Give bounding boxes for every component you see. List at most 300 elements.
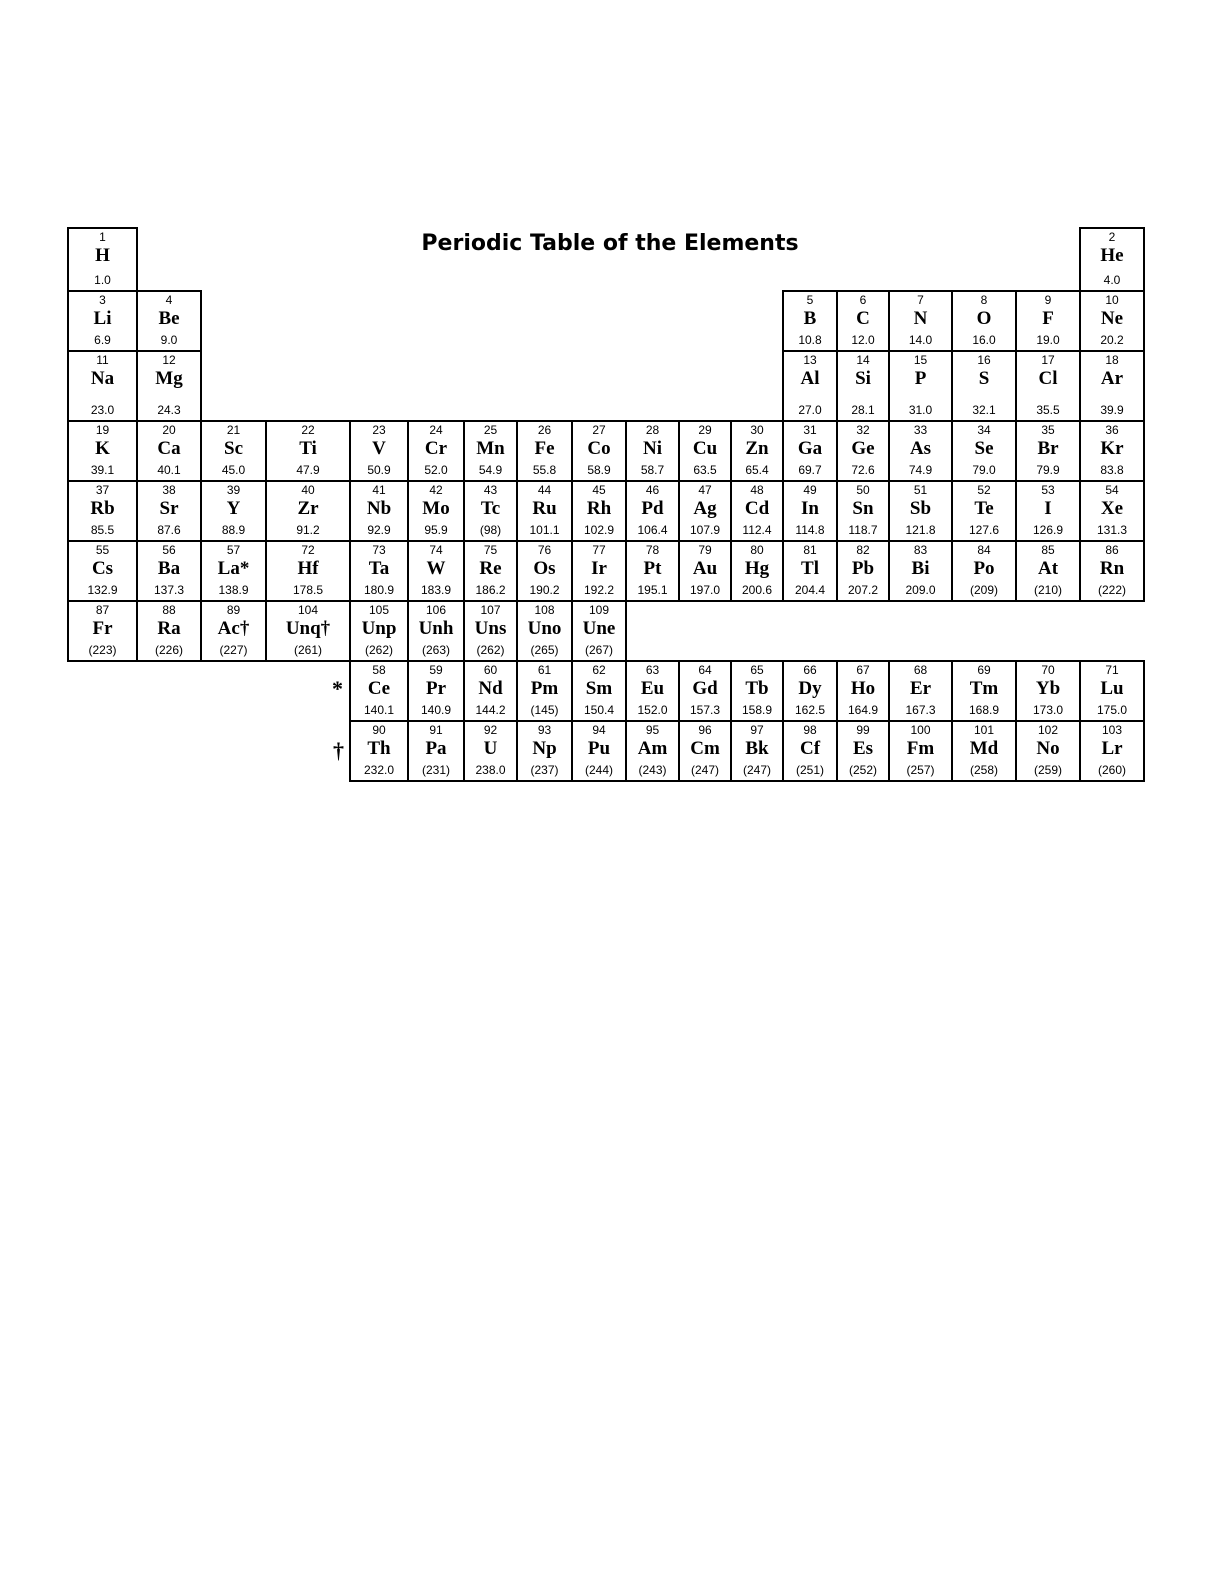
element-symbol: Cs (91, 558, 114, 579)
element-cell (1079, 227, 1145, 292)
atomic-mass: 39.1 (90, 463, 115, 477)
element-cell (782, 720, 838, 782)
element-symbol: Al (800, 368, 820, 389)
atomic-number: 6 (859, 293, 867, 307)
atomic-mass: 126.9 (1032, 523, 1064, 537)
atomic-mass: (258) (969, 763, 998, 777)
atomic-number: 107 (480, 603, 501, 617)
element-symbol: Ce (367, 678, 391, 699)
atomic-mass: 162.5 (794, 703, 826, 717)
atomic-number: 15 (913, 353, 928, 367)
atomic-number: 41 (372, 483, 386, 497)
atomic-mass: (265) (530, 643, 559, 657)
atomic-number: 87 (95, 603, 110, 617)
atomic-number: 43 (483, 483, 498, 497)
atomic-number: 4 (165, 293, 173, 307)
atomic-number: 10 (1105, 293, 1119, 307)
element-symbol: K (95, 438, 110, 459)
element-symbol: Sr (159, 498, 179, 519)
atomic-mass: 164.9 (847, 703, 879, 717)
element-cell (463, 600, 518, 662)
element-cell (782, 480, 838, 542)
element-symbol: Be (158, 308, 180, 329)
element-symbol: Mg (155, 368, 183, 389)
atomic-number: 90 (372, 723, 386, 737)
element-symbol: Zr (297, 498, 319, 519)
element-cell (67, 540, 138, 602)
atomic-number: 68 (913, 663, 928, 677)
element-symbol: Cu (692, 438, 718, 459)
atomic-mass: 32.1 (972, 403, 996, 417)
atomic-number: 40 (301, 483, 315, 497)
atomic-number: 73 (372, 543, 386, 557)
atomic-number: 47 (698, 483, 712, 497)
atomic-number: 20 (162, 423, 176, 437)
atomic-mass: 1.0 (94, 273, 111, 287)
atomic-number: 97 (750, 723, 764, 737)
atomic-number: 94 (592, 723, 606, 737)
element-symbol: Yb (1035, 678, 1061, 699)
element-symbol: W (426, 558, 446, 579)
element-cell (571, 720, 627, 782)
atomic-number: 16 (977, 353, 991, 367)
element-cell (349, 660, 409, 722)
element-cell (516, 480, 573, 542)
element-cell (136, 540, 202, 602)
atomic-number: 64 (698, 663, 712, 677)
element-symbol: Dy (798, 678, 822, 699)
element-symbol: Hg (744, 558, 770, 579)
element-symbol: Sn (852, 498, 874, 519)
element-symbol: Pd (641, 498, 664, 519)
atomic-number: 11 (96, 353, 109, 367)
element-symbol: Np (532, 738, 557, 759)
element-cell (730, 540, 784, 602)
element-symbol: Se (974, 438, 994, 459)
element-cell (1079, 540, 1145, 602)
atomic-mass: 4.0 (1103, 273, 1121, 287)
element-cell (407, 600, 465, 662)
atomic-mass: (98) (479, 523, 502, 537)
element-cell (136, 420, 202, 482)
atomic-mass: 69.7 (798, 463, 822, 477)
atomic-number: 42 (429, 483, 443, 497)
element-cell (888, 480, 953, 542)
atomic-number: 22 (301, 423, 315, 437)
element-cell (730, 420, 784, 482)
atomic-mass: 144.2 (475, 703, 506, 717)
atomic-number: 23 (372, 423, 386, 437)
atomic-mass: 192.2 (583, 583, 615, 597)
element-symbol: Te (974, 498, 994, 519)
element-symbol: Eu (640, 678, 665, 699)
atomic-number: 2 (1108, 230, 1116, 244)
atomic-number: 84 (977, 543, 991, 557)
element-cell (836, 540, 890, 602)
atomic-number: 32 (856, 423, 870, 437)
element-symbol: No (1036, 738, 1060, 759)
atomic-mass: 186.2 (475, 583, 506, 597)
element-symbol: Ni (643, 438, 662, 459)
element-cell (1079, 720, 1145, 782)
element-symbol: Ra (157, 618, 181, 639)
atomic-mass: (244) (584, 763, 613, 777)
element-cell (836, 420, 890, 482)
atomic-number: 71 (1105, 663, 1119, 677)
element-cell (678, 660, 732, 722)
element-cell (67, 420, 138, 482)
element-symbol: Nd (478, 678, 503, 699)
atomic-number: 27 (592, 423, 606, 437)
element-cell (571, 480, 627, 542)
atomic-mass: (227) (219, 643, 248, 657)
element-symbol: V (372, 438, 386, 459)
atomic-mass: 102.9 (583, 523, 615, 537)
element-cell (625, 660, 680, 722)
atomic-number: 95 (645, 723, 660, 737)
element-cell (730, 720, 784, 782)
atomic-number: 17 (1041, 353, 1055, 367)
atomic-mass: 39.9 (1100, 403, 1124, 417)
atomic-mass: 200.6 (741, 583, 773, 597)
element-symbol: Lu (1100, 678, 1124, 699)
atomic-number: 53 (1041, 483, 1055, 497)
atomic-number: 81 (803, 543, 817, 557)
element-symbol: Lr (1101, 738, 1123, 759)
atomic-mass: 158.9 (741, 703, 773, 717)
atomic-number: 88 (162, 603, 176, 617)
atomic-mass: 140.1 (363, 703, 395, 717)
element-symbol: Pb (851, 558, 875, 579)
atomic-number: 36 (1105, 423, 1119, 437)
element-cell (407, 720, 465, 782)
atomic-mass: (247) (742, 763, 771, 777)
atomic-mass: (262) (476, 643, 505, 657)
atomic-number: 33 (913, 423, 928, 437)
element-cell (407, 540, 465, 602)
element-symbol: Ir (591, 558, 607, 579)
element-cell (730, 480, 784, 542)
element-symbol: Sb (909, 498, 932, 519)
atomic-mass: 183.9 (420, 583, 452, 597)
element-symbol: Cm (690, 738, 720, 759)
atomic-mass: (262) (364, 643, 393, 657)
atomic-mass: 195.1 (637, 583, 668, 597)
element-cell (136, 600, 202, 662)
atomic-number: 86 (1105, 543, 1119, 557)
element-cell (349, 420, 409, 482)
atomic-mass: 238.0 (475, 763, 506, 777)
element-symbol: Gd (692, 678, 718, 699)
element-cell (1015, 720, 1081, 782)
atomic-number: 55 (95, 543, 110, 557)
atomic-number: 79 (698, 543, 712, 557)
atomic-number: 57 (226, 543, 241, 557)
element-cell (136, 290, 202, 352)
element-symbol: Ge (851, 438, 875, 459)
atomic-mass: 150.4 (583, 703, 615, 717)
element-symbol: O (976, 308, 992, 329)
element-cell (265, 540, 351, 602)
element-symbol: B (803, 308, 817, 329)
element-cell (265, 480, 351, 542)
element-symbol: Cl (1038, 368, 1058, 389)
element-cell (200, 480, 267, 542)
atomic-mass: 167.3 (905, 703, 936, 717)
element-symbol: Er (909, 678, 932, 699)
element-cell (782, 540, 838, 602)
element-cell (678, 720, 732, 782)
atomic-mass: 47.9 (296, 463, 320, 477)
element-symbol: N (913, 308, 928, 329)
atomic-mass: 168.9 (968, 703, 1000, 717)
element-symbol: Ho (850, 678, 876, 699)
atomic-number: 61 (537, 663, 552, 677)
element-symbol: Ca (157, 438, 181, 459)
element-cell (951, 350, 1017, 422)
atomic-number: 80 (750, 543, 764, 557)
atomic-number: 91 (429, 723, 443, 737)
atomic-number: 105 (368, 603, 390, 617)
element-symbol: Fm (906, 738, 935, 759)
element-cell (625, 480, 680, 542)
atomic-number: 59 (429, 663, 443, 677)
atomic-mass: 20.2 (1100, 333, 1124, 347)
element-symbol: Fr (92, 618, 113, 639)
element-symbol: Md (969, 738, 999, 759)
atomic-number: 58 (372, 663, 386, 677)
element-cell (782, 420, 838, 482)
element-cell (1079, 290, 1145, 352)
atomic-mass: 190.2 (529, 583, 560, 597)
element-symbol: He (1100, 245, 1124, 266)
atomic-mass: 207.2 (847, 583, 879, 597)
atomic-number: 65 (750, 663, 764, 677)
atomic-mass: 50.9 (367, 463, 391, 477)
atomic-mass: 83.8 (1100, 463, 1124, 477)
element-cell (571, 420, 627, 482)
element-cell (407, 420, 465, 482)
element-symbol: Pt (643, 558, 662, 579)
element-symbol: Unp (361, 618, 397, 639)
element-cell (1079, 420, 1145, 482)
atomic-mass: 137.3 (153, 583, 185, 597)
element-cell (836, 660, 890, 722)
element-cell (1015, 480, 1081, 542)
element-symbol: As (909, 438, 932, 459)
element-cell (200, 600, 267, 662)
atomic-number: 21 (226, 423, 241, 437)
atomic-number: 103 (1101, 723, 1123, 737)
atomic-mass: 40.1 (157, 463, 181, 477)
element-symbol: La* (217, 558, 250, 579)
atomic-mass: (261) (293, 643, 322, 657)
atomic-number: 96 (698, 723, 712, 737)
element-symbol: Ne (1100, 308, 1124, 329)
atomic-mass: 180.9 (363, 583, 395, 597)
atomic-number: 74 (429, 543, 443, 557)
atomic-number: 7 (917, 293, 924, 307)
element-symbol: Hf (297, 558, 319, 579)
element-cell (951, 660, 1017, 722)
element-symbol: Ta (368, 558, 390, 579)
element-cell (1015, 660, 1081, 722)
atomic-mass: 204.4 (794, 583, 826, 597)
atomic-mass: 131.3 (1096, 523, 1128, 537)
atomic-mass: 23.0 (90, 403, 115, 417)
atomic-number: 85 (1041, 543, 1055, 557)
atomic-number: 109 (588, 603, 610, 617)
actinide-marker: † (333, 738, 344, 763)
atomic-number: 1 (99, 230, 106, 244)
atomic-number: 18 (1105, 353, 1119, 367)
atomic-mass: 157.3 (689, 703, 721, 717)
atomic-number: 38 (162, 483, 176, 497)
element-cell (625, 720, 680, 782)
element-symbol: Sc (224, 438, 243, 459)
element-cell (1079, 350, 1145, 422)
element-cell (1079, 480, 1145, 542)
element-cell (888, 540, 953, 602)
element-symbol: Bi (911, 558, 930, 579)
element-cell (625, 420, 680, 482)
atomic-number: 31 (803, 423, 817, 437)
element-cell (349, 480, 409, 542)
element-symbol: Mo (422, 498, 450, 519)
atomic-number: 77 (592, 543, 606, 557)
element-cell (67, 227, 138, 292)
atomic-mass: 19.0 (1036, 333, 1060, 347)
atomic-mass: (263) (421, 643, 450, 657)
element-symbol: Pa (425, 738, 447, 759)
element-cell (516, 660, 573, 722)
element-symbol: Cr (424, 438, 448, 459)
atomic-mass: 138.9 (218, 583, 249, 597)
element-symbol: U (483, 738, 498, 759)
element-cell (67, 290, 138, 352)
element-cell (951, 720, 1017, 782)
atomic-mass: (145) (530, 703, 559, 717)
atomic-mass: 127.6 (968, 523, 1000, 537)
atomic-number: 35 (1041, 423, 1055, 437)
atomic-number: 92 (483, 723, 498, 737)
element-cell (1015, 540, 1081, 602)
atomic-number: 12 (162, 353, 176, 367)
element-cell (516, 420, 573, 482)
element-symbol: Ag (693, 498, 717, 519)
atomic-mass: 63.5 (693, 463, 717, 477)
element-symbol: P (914, 368, 927, 389)
atomic-mass: 6.9 (94, 333, 111, 347)
atomic-mass: (251) (795, 763, 824, 777)
lanthanide-marker: * (332, 676, 343, 701)
element-cell (836, 290, 890, 352)
atomic-number: 75 (483, 543, 498, 557)
atomic-mass: 132.9 (87, 583, 118, 597)
atomic-number: 67 (856, 663, 870, 677)
atomic-number: 49 (803, 483, 817, 497)
element-symbol: Pr (425, 678, 447, 699)
atomic-number: 9 (1044, 293, 1052, 307)
atomic-mass: 112.4 (742, 523, 772, 537)
atomic-number: 66 (803, 663, 817, 677)
element-cell (463, 480, 518, 542)
atomic-mass: (247) (690, 763, 719, 777)
element-symbol: Kr (1100, 438, 1124, 459)
element-symbol: Li (93, 308, 112, 329)
element-cell (67, 480, 138, 542)
atomic-number: 78 (645, 543, 660, 557)
atomic-mass: 24.3 (157, 403, 181, 417)
atomic-mass: 14.0 (908, 333, 933, 347)
element-symbol: Es (852, 738, 874, 759)
atomic-number: 106 (425, 603, 447, 617)
atomic-mass: 85.5 (90, 523, 115, 537)
atomic-number: 39 (226, 483, 241, 497)
element-symbol: S (978, 368, 990, 389)
atomic-mass: 118.7 (848, 523, 878, 537)
atomic-mass: (222) (1097, 583, 1126, 597)
element-cell (463, 540, 518, 602)
element-cell (730, 660, 784, 722)
atomic-number: 100 (910, 723, 931, 737)
element-symbol: I (1044, 498, 1052, 519)
atomic-number: 44 (537, 483, 552, 497)
atomic-number: 89 (226, 603, 241, 617)
atomic-mass: (223) (88, 643, 117, 657)
element-symbol: Bk (745, 738, 769, 759)
atomic-mass: (259) (1033, 763, 1062, 777)
atomic-number: 8 (980, 293, 988, 307)
element-symbol: Pu (587, 738, 611, 759)
element-symbol: Ru (532, 498, 557, 519)
atomic-mass: 92.9 (367, 523, 391, 537)
element-cell (888, 290, 953, 352)
atomic-mass: 178.5 (292, 583, 324, 597)
atomic-mass: 10.8 (798, 333, 822, 347)
element-cell (200, 540, 267, 602)
element-symbol: Pm (530, 678, 559, 699)
element-cell (1015, 350, 1081, 422)
element-symbol: H (95, 245, 110, 266)
element-cell (836, 720, 890, 782)
element-symbol: Os (533, 558, 556, 579)
atomic-mass: 28.1 (851, 403, 875, 417)
atomic-mass: (260) (1097, 763, 1126, 777)
atomic-mass: 58.7 (640, 463, 665, 477)
atomic-mass: 31.0 (908, 403, 933, 417)
atomic-mass: (252) (848, 763, 877, 777)
element-cell (782, 290, 838, 352)
element-cell (888, 660, 953, 722)
element-symbol: Uno (527, 618, 562, 639)
element-symbol: Tm (969, 678, 999, 699)
element-cell (888, 350, 953, 422)
element-cell (836, 480, 890, 542)
element-cell (67, 350, 138, 422)
atomic-number: 29 (698, 423, 712, 437)
atomic-number: 56 (162, 543, 176, 557)
element-cell (265, 420, 351, 482)
atomic-number: 28 (645, 423, 660, 437)
element-symbol: Y (226, 498, 241, 519)
page-title: Periodic Table of the Elements (421, 231, 799, 256)
element-cell (200, 420, 267, 482)
atomic-number: 14 (856, 353, 870, 367)
atomic-mass: 54.9 (478, 463, 503, 477)
atomic-mass: 173.0 (1032, 703, 1064, 717)
element-cell (951, 290, 1017, 352)
